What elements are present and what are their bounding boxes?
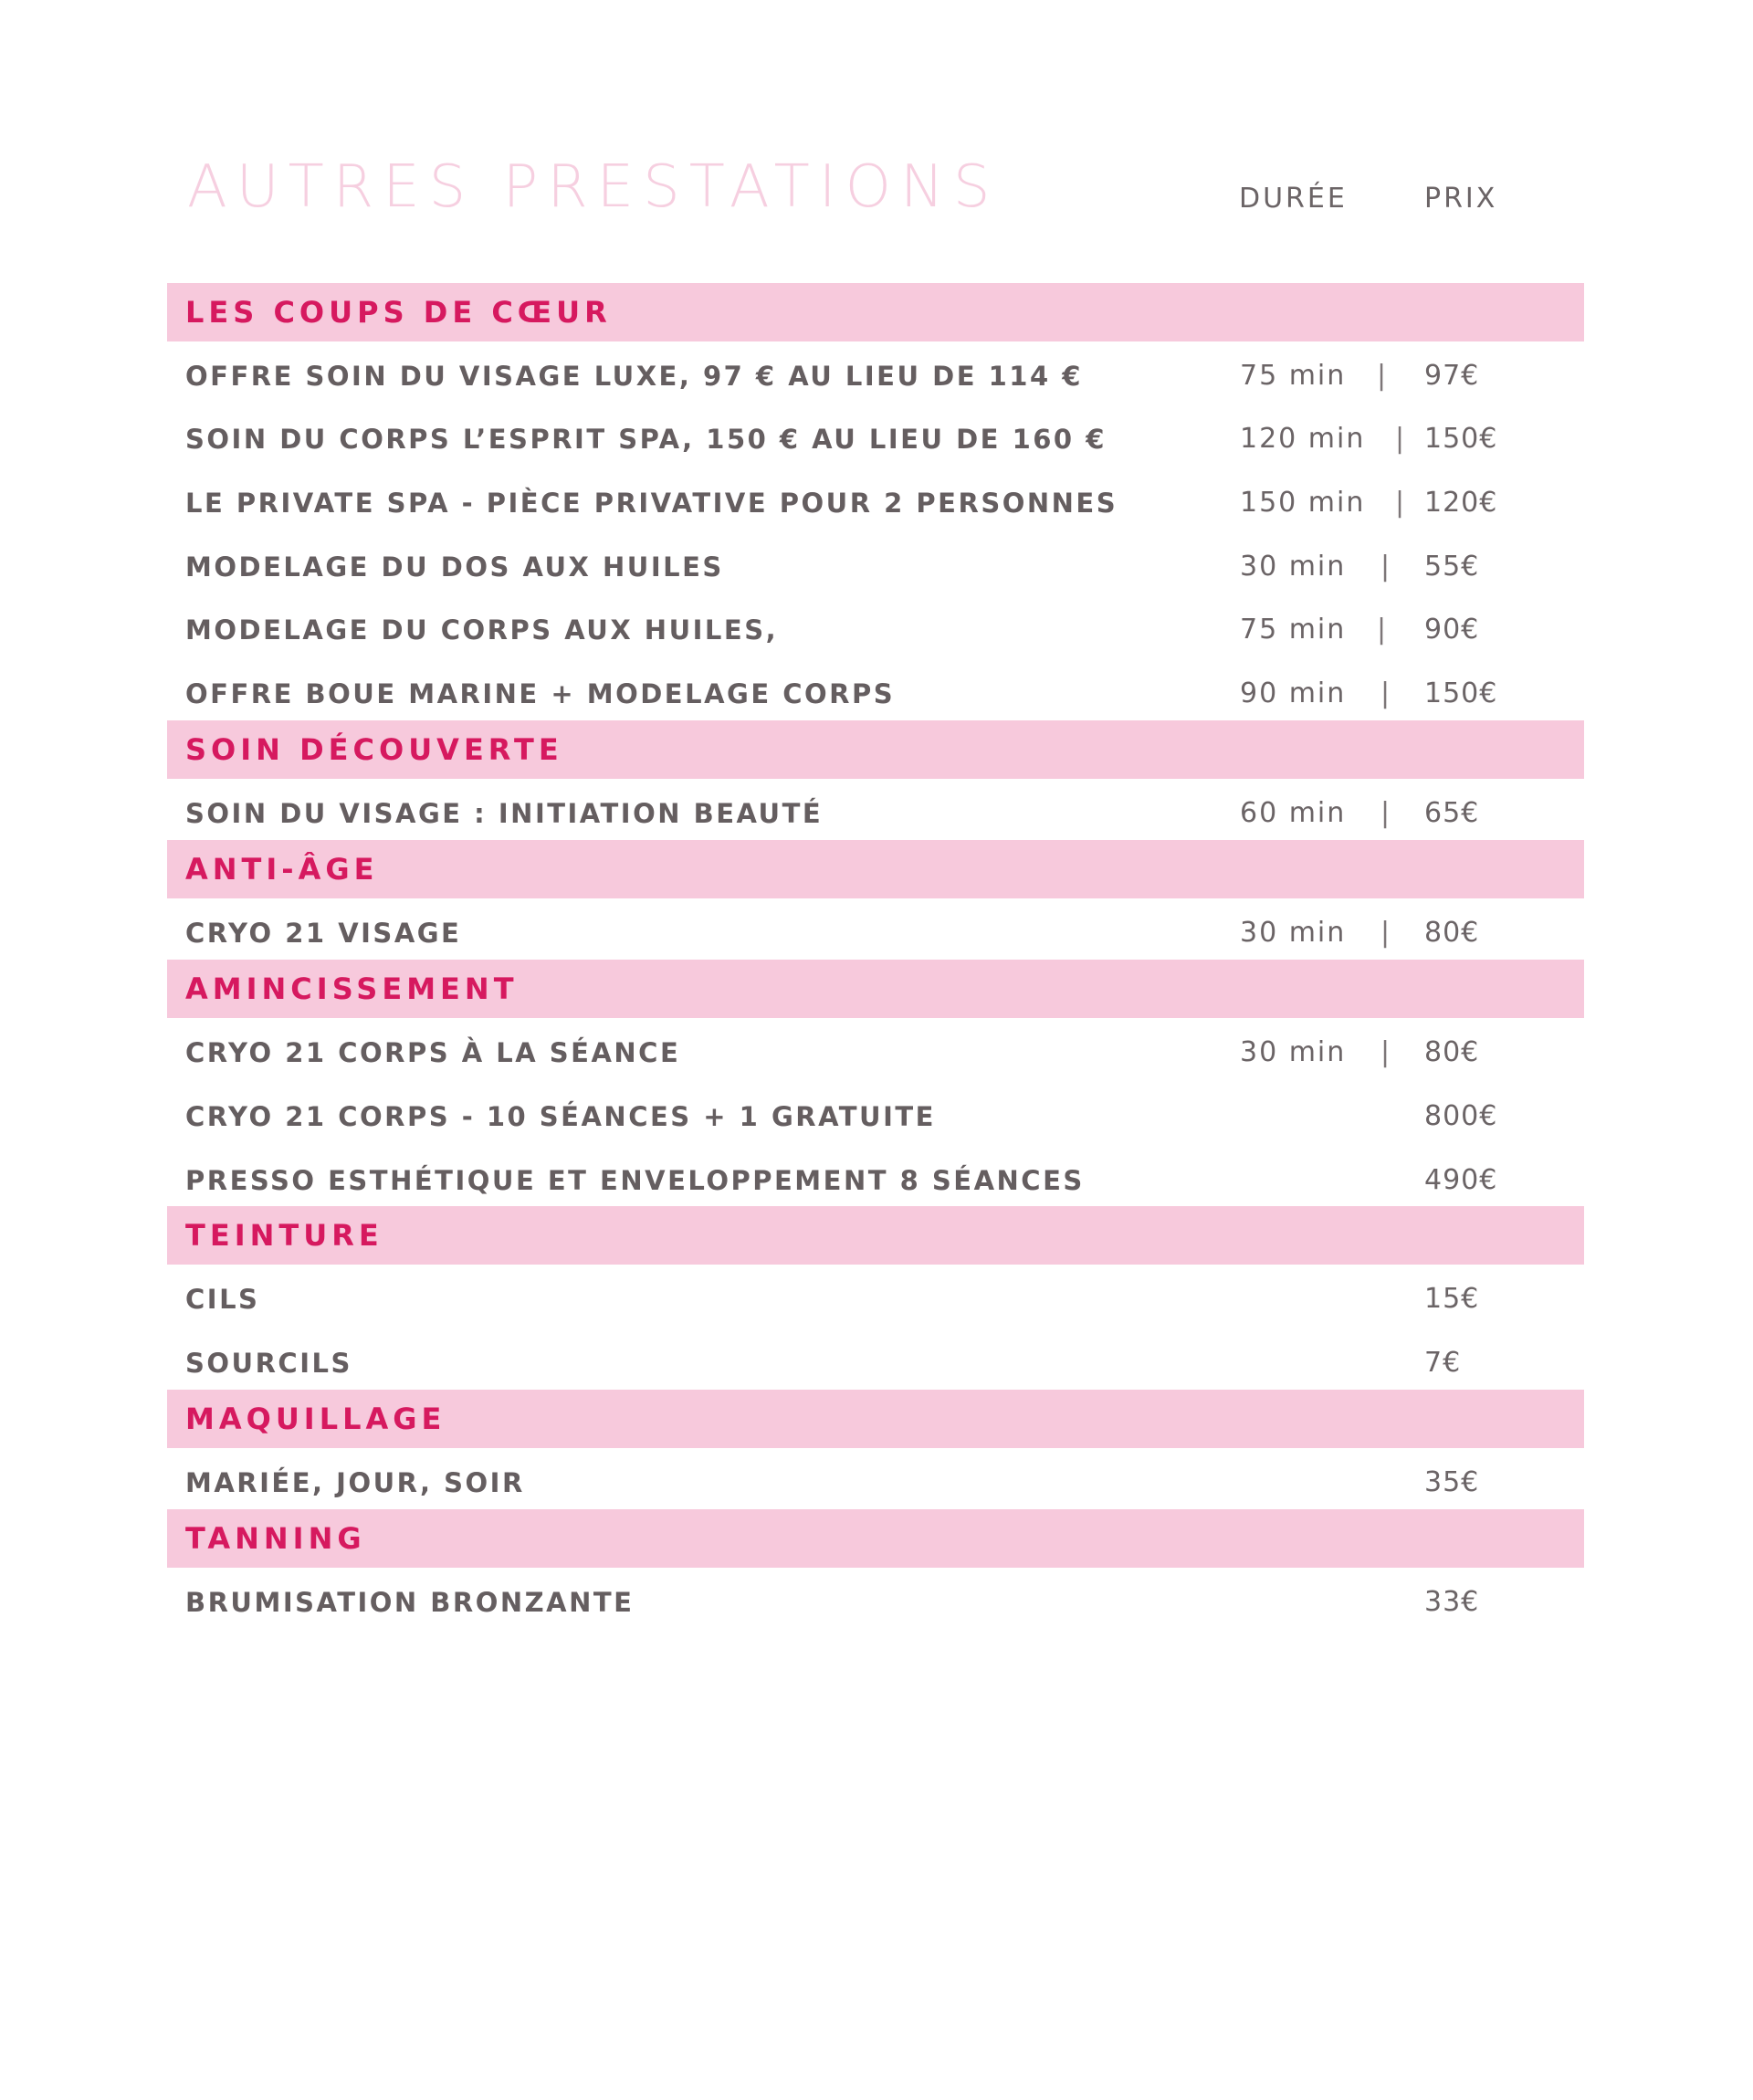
service-name: MARIÉE, JOUR, SOIR [185,1467,525,1498]
service-name: PRESSO ESTHÉTIQUE ET ENVELOPPEMENT 8 SÉANCES [185,1165,1085,1196]
section-header-teinture [167,1206,1584,1265]
service-name: CRYO 21 CORPS À LA SÉANCE [185,1037,681,1068]
column-separator: | [1377,360,1387,392]
column-header-duree: DURÉE [1239,183,1348,215]
list-item [0,416,1753,462]
service-name: LE PRIVATE SPA - PIÈCE PRIVATIVE POUR 2 PERSONNES [185,488,1118,519]
list-item [0,480,1753,526]
list-item [0,544,1753,590]
service-duration: 30 min [1240,917,1347,949]
service-name: MODELAGE DU CORPS AUX HUILES, [185,614,779,646]
service-price: 90€ [1424,614,1480,646]
service-duration: 30 min [1240,1036,1347,1068]
service-duration: 120 min [1240,423,1366,455]
service-name: SOURCILS [185,1348,352,1379]
service-price: 97€ [1424,360,1480,392]
section-title: LES COUPS DE CŒUR [185,295,612,330]
service-duration: 150 min [1240,487,1366,519]
section-title: AMINCISSEMENT [185,971,519,1006]
service-name: OFFRE SOIN DU VISAGE LUXE, 97 € AU LIEU DE 114 € [185,361,1083,392]
list-item [0,353,1753,399]
service-price: 55€ [1424,551,1480,583]
service-price: 120€ [1424,487,1498,519]
column-separator: | [1380,917,1391,949]
column-separator: | [1380,797,1391,829]
service-name: SOIN DU CORPS L’ESPRIT SPA, 150 € AU LIEU DE 160 € [185,424,1107,455]
section-header-soin-decouverte [167,720,1584,779]
list-item [0,1580,1753,1625]
section-title: SOIN DÉCOUVERTE [185,732,563,767]
service-duration: 60 min [1240,797,1347,829]
service-duration: 75 min [1240,614,1347,646]
service-duration: 90 min [1240,677,1347,709]
service-price: 35€ [1424,1466,1480,1498]
service-price: 150€ [1424,677,1498,709]
list-item [0,1460,1753,1506]
service-price: 65€ [1424,797,1480,829]
service-name: BRUMISATION BRONZANTE [185,1587,635,1618]
list-item [0,1276,1753,1322]
list-item [0,910,1753,956]
service-price: 33€ [1424,1586,1480,1618]
service-price: 150€ [1424,423,1498,455]
list-item [0,1030,1753,1076]
list-item [0,671,1753,717]
section-header-anti-age [167,840,1584,898]
service-price: 800€ [1424,1100,1498,1132]
service-price: 490€ [1424,1164,1498,1196]
service-price: 7€ [1424,1347,1462,1379]
list-item [0,1340,1753,1386]
list-item [0,607,1753,653]
column-separator: | [1380,1036,1391,1068]
service-name: CRYO 21 VISAGE [185,918,462,949]
service-duration: 30 min [1240,551,1347,583]
list-item [0,1158,1753,1203]
service-price: 15€ [1424,1283,1480,1315]
column-separator: | [1380,551,1391,583]
list-item [0,791,1753,836]
service-name: MODELAGE DU DOS AUX HUILES [185,551,724,583]
column-separator: | [1377,614,1387,646]
column-header-prix: PRIX [1424,183,1498,215]
service-price: 80€ [1424,1036,1480,1068]
column-separator: | [1380,677,1391,709]
section-title: MAQUILLAGE [185,1402,446,1436]
column-separator: | [1395,423,1405,455]
section-title: ANTI-ÂGE [185,852,379,887]
section-title: TANNING [185,1521,366,1556]
section-header-maquillage [167,1390,1584,1448]
service-duration: 75 min [1240,360,1347,392]
section-header-amincissement [167,960,1584,1018]
section-header-tanning [167,1509,1584,1568]
service-name: SOIN DU VISAGE : INITIATION BEAUTÉ [185,798,824,829]
service-name: CRYO 21 CORPS - 10 SÉANCES + 1 GRATUITE [185,1101,936,1132]
service-price: 80€ [1424,917,1480,949]
section-header-coups-de-coeur [167,283,1584,341]
page-title: AUTRES PRESTATIONS [187,153,1000,221]
service-name: OFFRE BOUE MARINE + MODELAGE CORPS [185,678,896,709]
section-title: TEINTURE [185,1218,383,1253]
service-name: CILS [185,1284,260,1315]
list-item [0,1094,1753,1139]
column-separator: | [1395,487,1405,519]
